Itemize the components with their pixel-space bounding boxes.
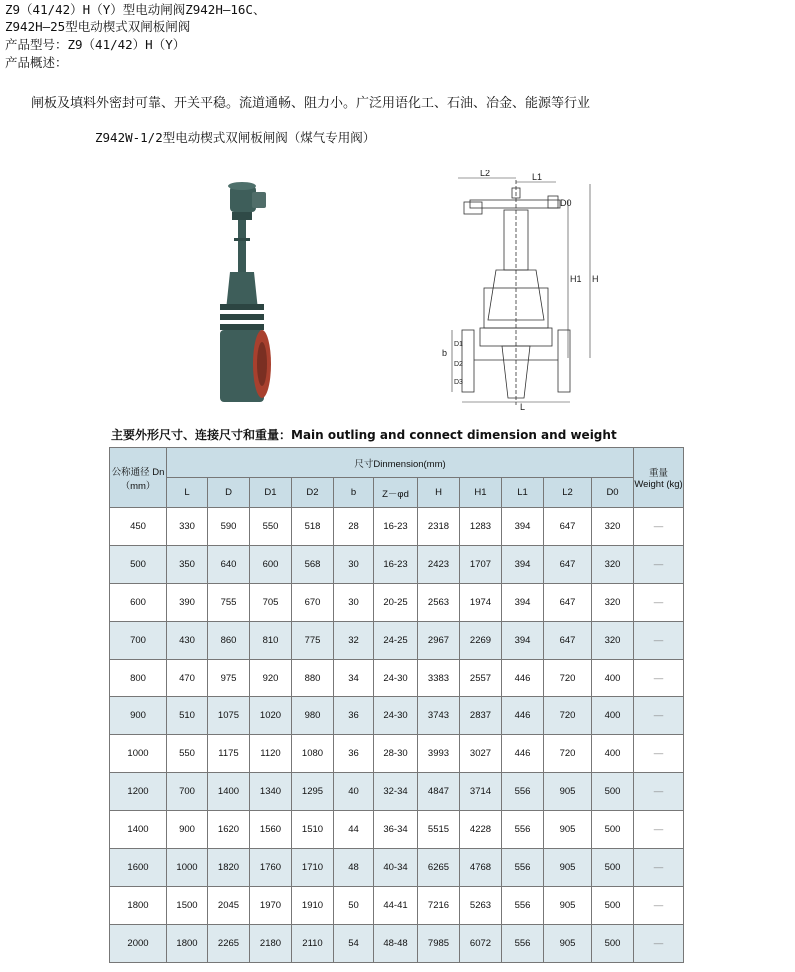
valve-body bbox=[220, 330, 271, 402]
table-row bbox=[110, 735, 684, 773]
dimension-cell: 2180 bbox=[250, 924, 292, 962]
table-row bbox=[110, 849, 684, 887]
table-row bbox=[110, 583, 684, 621]
dimension-cell: 1510 bbox=[292, 811, 334, 849]
dimension-cell: 36 bbox=[334, 735, 374, 773]
dimension-cell: 400 bbox=[592, 735, 634, 773]
dimension-cell: 3383 bbox=[418, 659, 460, 697]
dimension-cell: 16-23 bbox=[374, 508, 418, 546]
weight-cell: — bbox=[634, 508, 684, 546]
label-b: b bbox=[442, 348, 448, 358]
label-d3: D3 bbox=[454, 379, 463, 386]
dimension-cell: 500 bbox=[592, 811, 634, 849]
dimension-cell: 2423 bbox=[418, 545, 460, 583]
dimension-cell: 500 bbox=[592, 924, 634, 962]
table-row bbox=[110, 886, 684, 924]
weight-cell: — bbox=[634, 545, 684, 583]
valve-stem bbox=[234, 220, 250, 272]
weight-cell: — bbox=[634, 811, 684, 849]
dimension-cell: 24-25 bbox=[374, 621, 418, 659]
dimension-cell: 1970 bbox=[250, 886, 292, 924]
dimension-cell: 32 bbox=[334, 621, 374, 659]
label-d0: D0 bbox=[560, 198, 572, 208]
dimension-cell: 905 bbox=[544, 811, 592, 849]
table-row bbox=[110, 697, 684, 735]
dimension-cell: 446 bbox=[502, 735, 544, 773]
dimension-cell: 1400 bbox=[208, 773, 250, 811]
dimension-cell: 16-23 bbox=[374, 545, 418, 583]
dimension-cell: 2045 bbox=[208, 886, 250, 924]
dimension-cell: 500 bbox=[592, 773, 634, 811]
dimension-cell: 550 bbox=[250, 508, 292, 546]
dimension-cell: 1340 bbox=[250, 773, 292, 811]
dimension-cell: 755 bbox=[208, 583, 250, 621]
dimension-cell: 590 bbox=[208, 508, 250, 546]
dimension-cell: 2269 bbox=[460, 621, 502, 659]
dimension-cell: 647 bbox=[544, 621, 592, 659]
dimension-cell: 1000 bbox=[167, 849, 208, 887]
table-row bbox=[110, 621, 684, 659]
dimension-cell: 500 bbox=[592, 886, 634, 924]
header-line-1: Z9（41/42）H（Y）型电动闸阀Z942H—16C、 bbox=[5, 2, 266, 17]
dn-cell: 700 bbox=[110, 621, 167, 659]
dimension-cell: 810 bbox=[250, 621, 292, 659]
column-header: b bbox=[334, 478, 374, 508]
dimension-cell: 905 bbox=[544, 849, 592, 887]
dimension-cell: 2318 bbox=[418, 508, 460, 546]
dimension-cell: 48-48 bbox=[374, 924, 418, 962]
dimension-cell: 568 bbox=[292, 545, 334, 583]
dimension-cell: 1120 bbox=[250, 735, 292, 773]
dimension-cell: 40-34 bbox=[374, 849, 418, 887]
dimension-cell: 1295 bbox=[292, 773, 334, 811]
dimension-cell: 647 bbox=[544, 545, 592, 583]
column-header: Z－φd bbox=[374, 478, 418, 508]
dimension-cell: 720 bbox=[544, 697, 592, 735]
dimension-cell: 1974 bbox=[460, 583, 502, 621]
dimension-cell: 28-30 bbox=[374, 735, 418, 773]
dn-cell: 800 bbox=[110, 659, 167, 697]
dimension-cell: 3714 bbox=[460, 773, 502, 811]
dimension-cell: 720 bbox=[544, 735, 592, 773]
dimension-cell: 6265 bbox=[418, 849, 460, 887]
dimension-cell: 980 bbox=[292, 697, 334, 735]
dimension-cell: 24-30 bbox=[374, 659, 418, 697]
dn-cell: 1400 bbox=[110, 811, 167, 849]
dimension-cell: 24-30 bbox=[374, 697, 418, 735]
dimension-cell: 394 bbox=[502, 545, 544, 583]
dimension-cell: 1800 bbox=[167, 924, 208, 962]
dimension-cell: 3027 bbox=[460, 735, 502, 773]
dimension-cell: 775 bbox=[292, 621, 334, 659]
table-row bbox=[110, 508, 684, 546]
dimension-cell: 647 bbox=[544, 508, 592, 546]
dimension-cell: 670 bbox=[292, 583, 334, 621]
label-d1: D1 bbox=[454, 341, 463, 348]
dimension-cell: 1283 bbox=[460, 508, 502, 546]
dimension-cell: 390 bbox=[167, 583, 208, 621]
dimension-cell: 647 bbox=[544, 583, 592, 621]
product-description: 闸板及填料外密封可靠、开关平稳。流道通畅、阻力小。广泛用语化工、石油、冶金、能源等行业 bbox=[31, 96, 591, 111]
dimension-cell: 7216 bbox=[418, 886, 460, 924]
dimension-cell: 44 bbox=[334, 811, 374, 849]
dimension-cell: 54 bbox=[334, 924, 374, 962]
dn-cell: 600 bbox=[110, 583, 167, 621]
dimension-cell: 860 bbox=[208, 621, 250, 659]
dimension-cell: 50 bbox=[334, 886, 374, 924]
product-subtitle: Z942W-1/2型电动楔式双闸板闸阀（煤气专用阀） bbox=[95, 130, 376, 145]
dimension-cell: 430 bbox=[167, 621, 208, 659]
dimension-cell: 5263 bbox=[460, 886, 502, 924]
column-header: H1 bbox=[460, 478, 502, 508]
valve-bonnet bbox=[220, 272, 264, 330]
dimension-cell: 400 bbox=[592, 659, 634, 697]
dimension-cell: 20-25 bbox=[374, 583, 418, 621]
weight-cell: — bbox=[634, 735, 684, 773]
header-line-2: Z942H—25型电动楔式双闸板闸阀 bbox=[5, 19, 191, 34]
weight-cell: — bbox=[634, 886, 684, 924]
weight-cell: — bbox=[634, 924, 684, 962]
dimension-cell: 350 bbox=[167, 545, 208, 583]
dimension-cell: 905 bbox=[544, 886, 592, 924]
table-title: 主要外形尺寸、连接尺寸和重量：Main outling and connect dimension and weight bbox=[111, 428, 617, 442]
dimension-cell: 3993 bbox=[418, 735, 460, 773]
dimension-cell: 7985 bbox=[418, 924, 460, 962]
dimension-cell: 518 bbox=[292, 508, 334, 546]
label-d2: D2 bbox=[454, 361, 463, 368]
dimension-cell: 36 bbox=[334, 697, 374, 735]
dimension-cell: 705 bbox=[250, 583, 292, 621]
dimension-cell: 880 bbox=[292, 659, 334, 697]
dimension-cell: 3743 bbox=[418, 697, 460, 735]
dimension-cell: 28 bbox=[334, 508, 374, 546]
label-h1: H1 bbox=[570, 274, 582, 284]
dimension-cell: 640 bbox=[208, 545, 250, 583]
dn-cell: 1200 bbox=[110, 773, 167, 811]
dimension-cell: 30 bbox=[334, 545, 374, 583]
dimension-cell: 550 bbox=[167, 735, 208, 773]
model-label: 产品型号：Z9（41/42）H（Y） bbox=[5, 37, 186, 52]
dimension-cell: 400 bbox=[592, 697, 634, 735]
weight-cell: — bbox=[634, 621, 684, 659]
dimension-cell: 446 bbox=[502, 697, 544, 735]
dn-cell: 450 bbox=[110, 508, 167, 546]
weight-cell: — bbox=[634, 849, 684, 887]
column-header: D0 bbox=[592, 478, 634, 508]
dimension-cell: 2265 bbox=[208, 924, 250, 962]
column-header: L bbox=[167, 478, 208, 508]
label-l1: L1 bbox=[532, 172, 543, 182]
dimension-cell: 470 bbox=[167, 659, 208, 697]
dn-cell: 1600 bbox=[110, 849, 167, 887]
column-header: D bbox=[208, 478, 250, 508]
dimension-cell: 556 bbox=[502, 924, 544, 962]
dimension-cell: 1620 bbox=[208, 811, 250, 849]
dimension-cell: 34 bbox=[334, 659, 374, 697]
dimension-cell: 1175 bbox=[208, 735, 250, 773]
dimension-cell: 32-34 bbox=[374, 773, 418, 811]
dimension-cell: 1710 bbox=[292, 849, 334, 887]
dimension-cell: 48 bbox=[334, 849, 374, 887]
dn-cell: 2000 bbox=[110, 924, 167, 962]
dimension-cell: 4768 bbox=[460, 849, 502, 887]
valve-actuator bbox=[228, 182, 266, 220]
table-row bbox=[110, 924, 684, 962]
column-header: D1 bbox=[250, 478, 292, 508]
dimension-cell: 2837 bbox=[460, 697, 502, 735]
dimension-cell: 4228 bbox=[460, 811, 502, 849]
column-header: L1 bbox=[502, 478, 544, 508]
weight-cell: — bbox=[634, 773, 684, 811]
dimension-cell: 30 bbox=[334, 583, 374, 621]
dn-cell: 1000 bbox=[110, 735, 167, 773]
dimension-cell: 1707 bbox=[460, 545, 502, 583]
table-row bbox=[110, 773, 684, 811]
column-header: H bbox=[418, 478, 460, 508]
dn-header: 公称通径 Dn（mm） bbox=[110, 448, 167, 508]
dimension-cell: 1910 bbox=[292, 886, 334, 924]
dimension-cell: 1075 bbox=[208, 697, 250, 735]
dimension-cell: 600 bbox=[250, 545, 292, 583]
dimension-table bbox=[109, 447, 684, 963]
dimension-cell: 6072 bbox=[460, 924, 502, 962]
dimension-cell: 556 bbox=[502, 886, 544, 924]
dimension-cell: 1500 bbox=[167, 886, 208, 924]
dimension-cell: 330 bbox=[167, 508, 208, 546]
dimension-cell: 2110 bbox=[292, 924, 334, 962]
overview-label: 产品概述： bbox=[5, 55, 68, 70]
table-row bbox=[110, 545, 684, 583]
label-l2: L2 bbox=[480, 170, 491, 178]
table-row bbox=[110, 659, 684, 697]
weight-cell: — bbox=[634, 659, 684, 697]
dimension-cell: 900 bbox=[167, 811, 208, 849]
dn-cell: 1800 bbox=[110, 886, 167, 924]
dimension-header: 尺寸Dinmension(mm) bbox=[167, 448, 634, 478]
dn-cell: 900 bbox=[110, 697, 167, 735]
column-header: L2 bbox=[544, 478, 592, 508]
dimension-cell: 394 bbox=[502, 508, 544, 546]
label-l: L bbox=[520, 402, 526, 410]
dimension-cell: 1080 bbox=[292, 735, 334, 773]
dimension-cell: 4847 bbox=[418, 773, 460, 811]
dn-cell: 500 bbox=[110, 545, 167, 583]
dimension-cell: 320 bbox=[592, 583, 634, 621]
dimension-cell: 1020 bbox=[250, 697, 292, 735]
dimension-cell: 700 bbox=[167, 773, 208, 811]
dimension-cell: 2563 bbox=[418, 583, 460, 621]
dimension-cell: 320 bbox=[592, 621, 634, 659]
label-h: H bbox=[592, 274, 599, 284]
dimension-cell: 44-41 bbox=[374, 886, 418, 924]
dimension-cell: 500 bbox=[592, 849, 634, 887]
dimension-cell: 556 bbox=[502, 773, 544, 811]
column-header: D2 bbox=[292, 478, 334, 508]
weight-cell: — bbox=[634, 697, 684, 735]
dimension-cell: 510 bbox=[167, 697, 208, 735]
dimension-cell: 1760 bbox=[250, 849, 292, 887]
dimension-cell: 36-34 bbox=[374, 811, 418, 849]
dimension-cell: 2967 bbox=[418, 621, 460, 659]
valve-photo bbox=[212, 178, 272, 406]
dimension-cell: 40 bbox=[334, 773, 374, 811]
dimension-cell: 394 bbox=[502, 583, 544, 621]
dimension-diagram bbox=[440, 170, 610, 410]
dimension-cell: 556 bbox=[502, 811, 544, 849]
weight-cell: — bbox=[634, 583, 684, 621]
dimension-cell: 905 bbox=[544, 773, 592, 811]
dimension-cell: 556 bbox=[502, 849, 544, 887]
dimension-cell: 1820 bbox=[208, 849, 250, 887]
weight-header: 重量 Weight (kg) bbox=[634, 448, 684, 508]
dimension-cell: 394 bbox=[502, 621, 544, 659]
dimension-cell: 2557 bbox=[460, 659, 502, 697]
dimension-cell: 975 bbox=[208, 659, 250, 697]
dimension-cell: 446 bbox=[502, 659, 544, 697]
dimension-cell: 320 bbox=[592, 508, 634, 546]
table-row bbox=[110, 811, 684, 849]
dimension-cell: 720 bbox=[544, 659, 592, 697]
dimension-cell: 5515 bbox=[418, 811, 460, 849]
dimension-cell: 920 bbox=[250, 659, 292, 697]
dimension-cell: 1560 bbox=[250, 811, 292, 849]
dimension-cell: 905 bbox=[544, 924, 592, 962]
dimension-cell: 320 bbox=[592, 545, 634, 583]
